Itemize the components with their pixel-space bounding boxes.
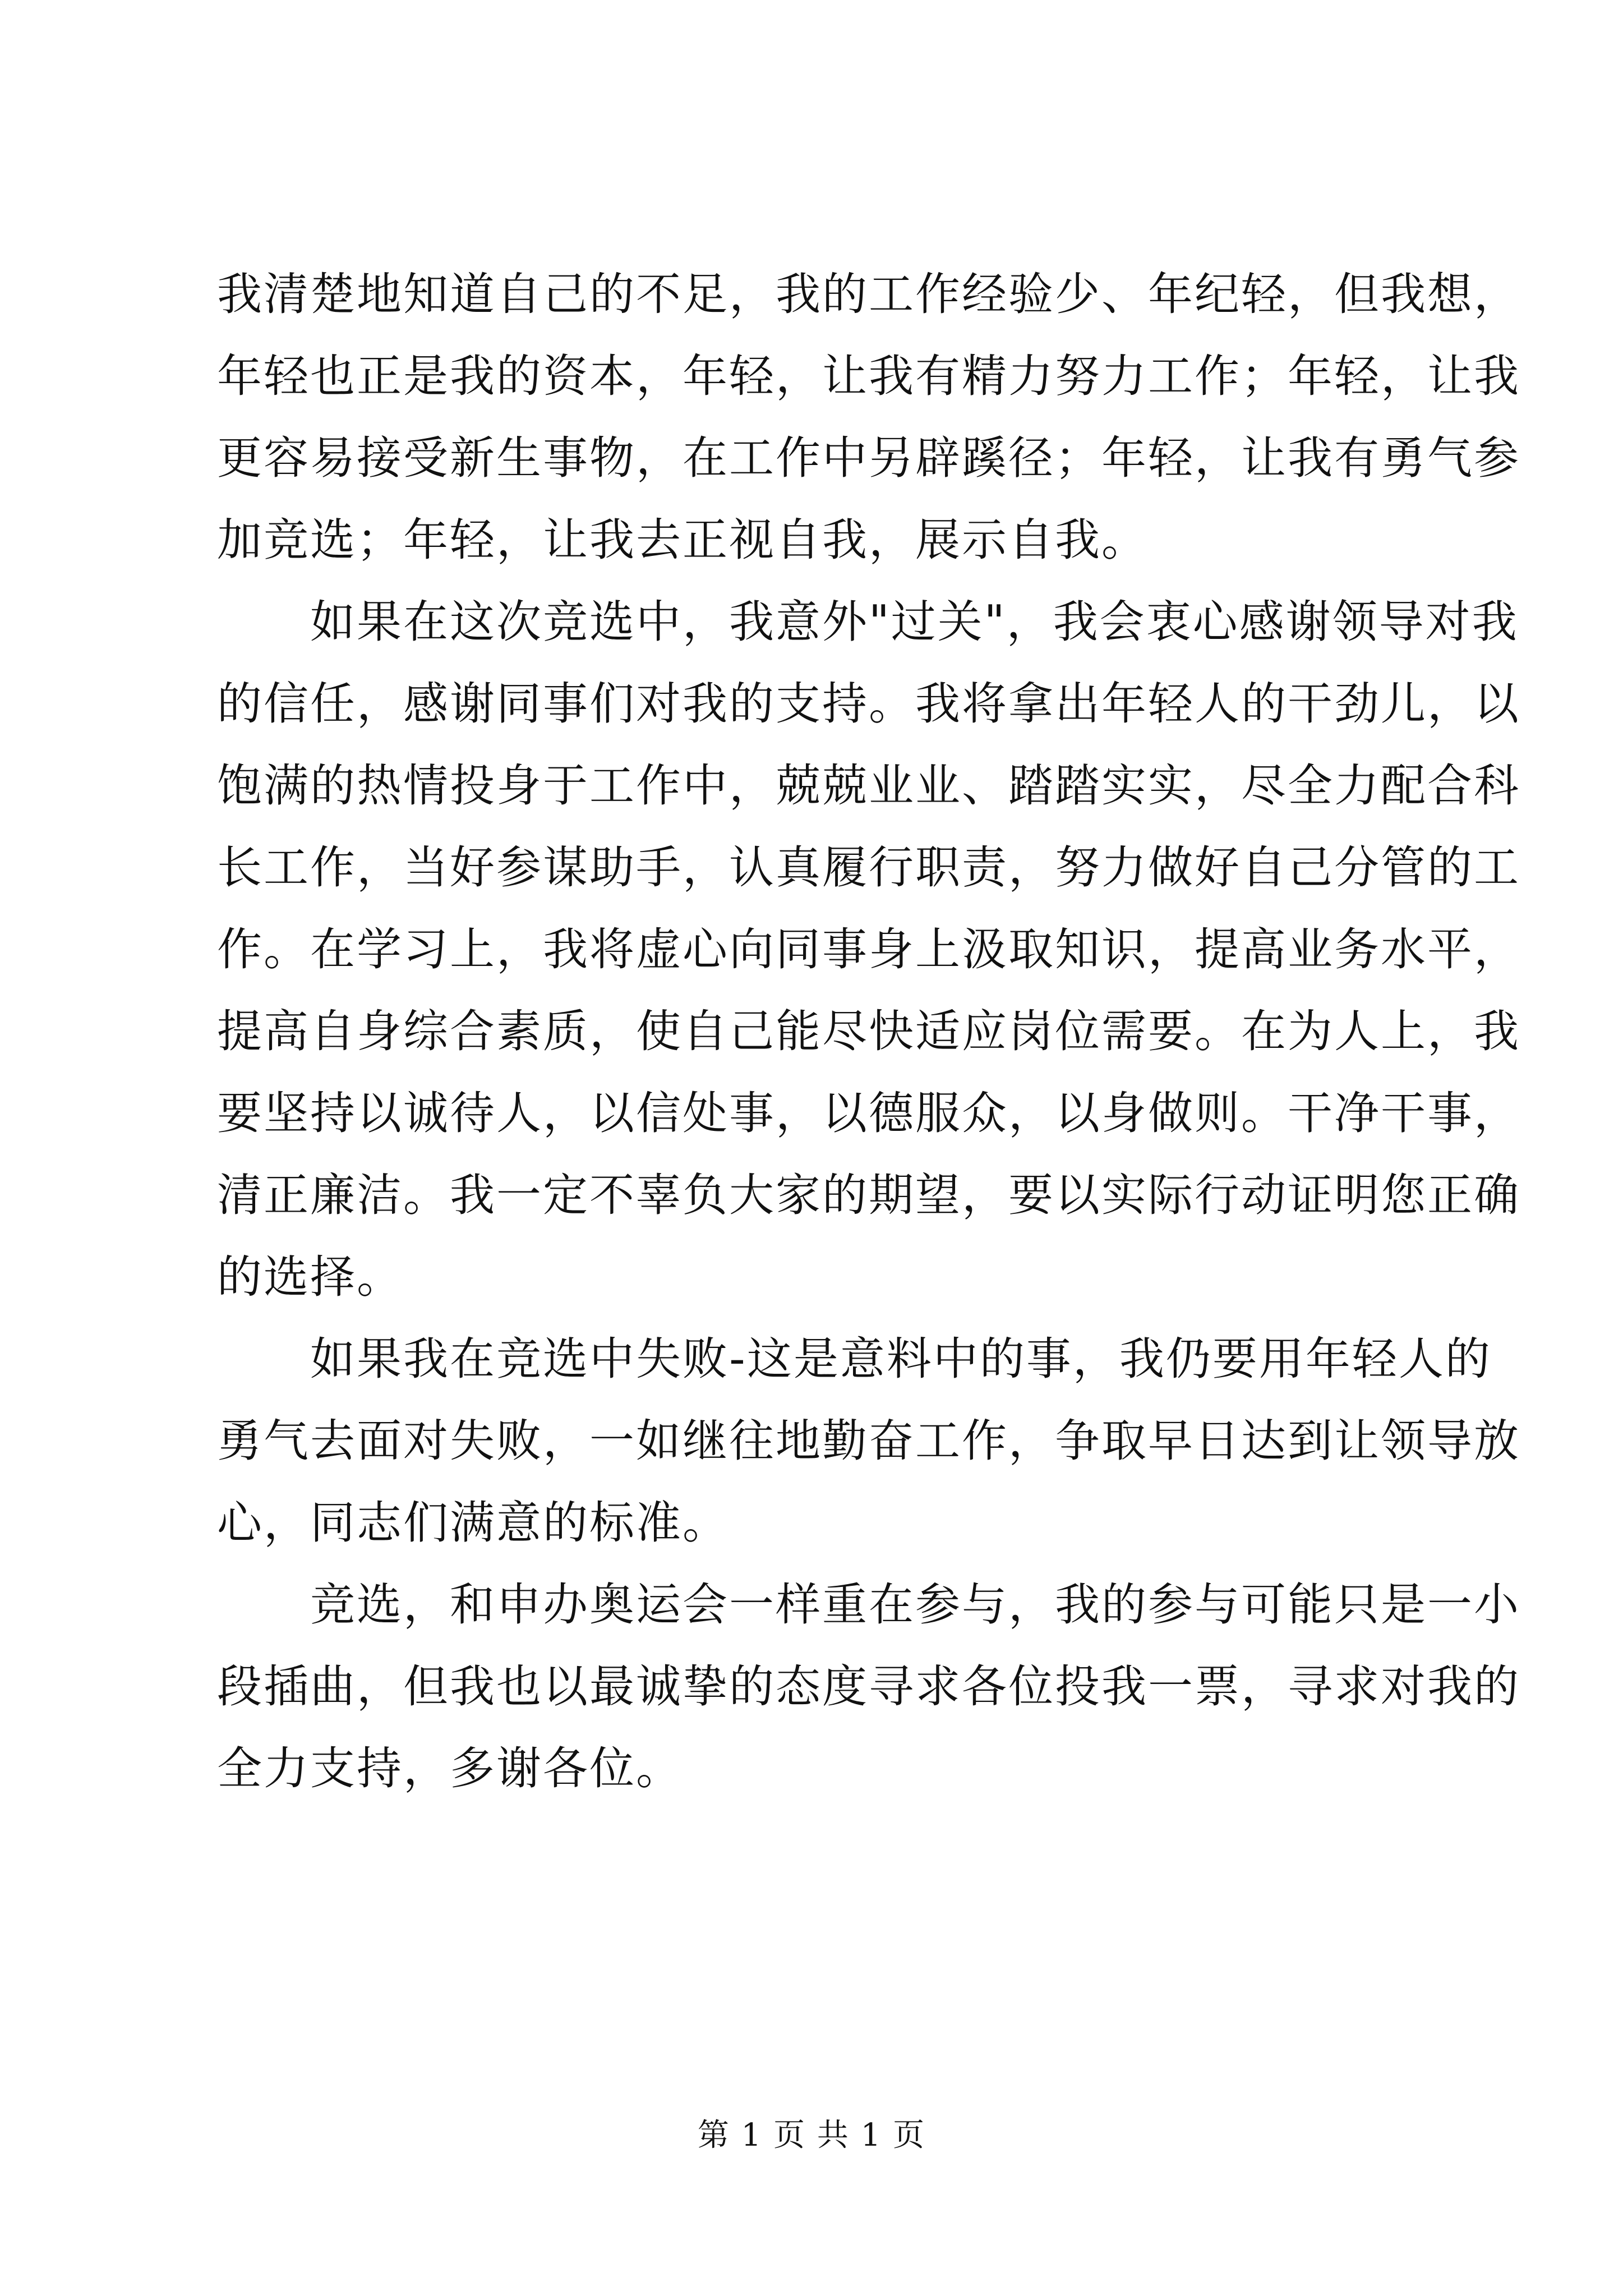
- paragraph-4: [217, 1564, 1520, 1810]
- paragraph-line: 清正廉洁。我一定不辜负大家的期望，要以实际行动证明您正确: [217, 1169, 1520, 1221]
- paragraph-line: 提高自身综合素质，使自己能尽快适应岗位需要。在为人上，我: [217, 1005, 1520, 1057]
- paragraph-line: 段插曲，但我也以最诚挚的态度寻求各位投我一票，寻求对我的: [217, 1660, 1520, 1713]
- paragraph-line: 的信任，感谢同事们对我的支持。我将拿出年轻人的干劲儿，以: [217, 678, 1520, 730]
- paragraph-2: [217, 581, 1520, 1318]
- paragraph-line: 我清楚地知道自己的不足，我的工作经验少、年纪轻，但我想，: [217, 268, 1520, 320]
- paragraph-3: [217, 1318, 1520, 1564]
- page-footer: [0, 2110, 1623, 2155]
- paragraph-line: 心，同志们满意的标准。: [217, 1497, 729, 1549]
- page-number-label: 第 1 页 共 1 页: [697, 2117, 926, 2154]
- paragraph-line: 全力支持，多谢各位。: [217, 1742, 683, 1795]
- paragraph-line: 年轻也正是我的资本，年轻，让我有精力努力工作；年轻，让我: [217, 350, 1520, 402]
- paragraph-line: 的选择。: [217, 1251, 403, 1303]
- paragraph-line: 勇气去面对失败，一如继往地勤奋工作，争取早日达到让领导放: [217, 1415, 1520, 1467]
- paragraph-line: 竞选，和申办奥运会一样重在参与，我的参与可能只是一小: [310, 1579, 1520, 1631]
- paragraph-line: 更容易接受新生事物，在工作中另辟蹊径；年轻，让我有勇气参: [217, 432, 1520, 484]
- paragraph-line: 长工作，当好参谋助手，认真履行职责，努力做好自己分管的工: [217, 841, 1520, 894]
- paragraph-line: 如果我在竞选中失败-这是意料中的事，我仍要用年轻人的: [310, 1333, 1492, 1385]
- paragraph-line: 作。在学习上，我将虚心向同事身上汲取知识，提高业务水平，: [217, 923, 1520, 976]
- document-body: [217, 254, 1520, 1810]
- paragraph-line: 饱满的热情投身于工作中，兢兢业业、踏踏实实，尽全力配合科: [217, 760, 1520, 812]
- paragraph-1: [217, 254, 1520, 581]
- paragraph-line: 如果在这次竞选中，我意外"过关"，我会衷心感谢领导对我: [310, 596, 1519, 648]
- paragraph-line: 加竞选；年轻，让我去正视自我，展示自我。: [217, 514, 1148, 566]
- paragraph-line: 要坚持以诚待人，以信处事，以德服众，以身做则。干净干事，: [217, 1087, 1520, 1139]
